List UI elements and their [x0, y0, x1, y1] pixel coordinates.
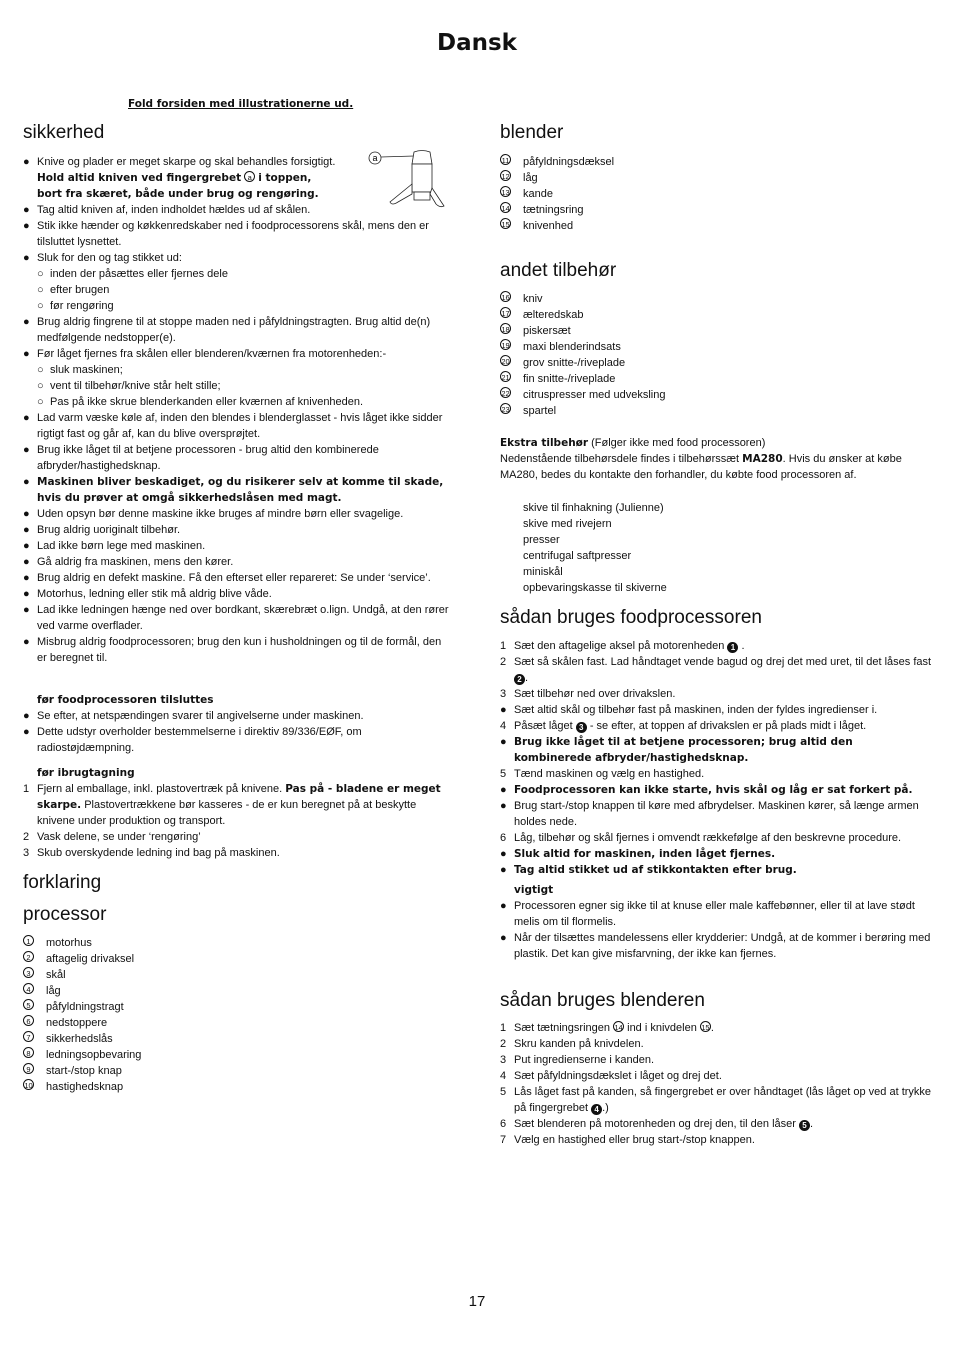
safety-bc2: Dette udstyr overholder bestemmelserne i direktiv 89/336/EØF, om radiostøjdæmpning.	[37, 726, 362, 754]
explanation-items-7-label: ledningsopbevaring	[46, 1049, 142, 1061]
other-items-7-label: spartel	[523, 405, 557, 417]
text-segment	[23, 570, 453, 586]
explanation-items-5-num: 6	[23, 1015, 34, 1026]
use-processor-steps	[500, 638, 932, 962]
figure-refs-2: 3	[576, 722, 587, 733]
text-segment	[23, 708, 453, 724]
safety-b10: Brug aldrig uoriginalt tilbehør.	[37, 524, 181, 536]
text-segment	[500, 548, 932, 564]
other-extra-items-0: skive til finhakning (Julienne)	[523, 502, 664, 514]
blender-items-0-num: 11	[501, 156, 510, 165]
text-segment	[23, 282, 453, 298]
other-items-4-label: grov snitte-/riveplade	[523, 357, 626, 369]
use-blender-steps	[500, 1020, 932, 1148]
blender-list	[500, 154, 932, 234]
step-numbers-2: 3	[23, 847, 30, 859]
safety-b15: Lad ikke ledningen hænge ned over bordkant, skærebræt o.lign. Undgå, at den rører ved varme overflader.	[37, 604, 449, 632]
text-segment: ●	[500, 932, 507, 944]
explanation-items-6-num: 7	[23, 1031, 34, 1042]
text-segment	[23, 120, 453, 146]
other-items-6-label: citruspresser med udveksling	[523, 389, 666, 401]
page-number: 17	[468, 1293, 486, 1310]
other-extra-items-1: skive med rivejern	[523, 518, 612, 530]
explanation-items-7-num: 8	[23, 1047, 34, 1058]
text-segment: ○	[37, 268, 44, 280]
processor-heading: processor	[23, 904, 107, 925]
blender-heading: blender	[500, 122, 564, 143]
step-numbers-2: 3	[500, 1054, 507, 1066]
safety-b8: Maskinen bliver beskadiget, og du risikerer selv at komme til skade, hvis du prøver at omgå sikkerhedslåsen med magt.	[37, 476, 444, 504]
text-segment	[23, 474, 453, 506]
text-segment: ●	[23, 710, 30, 722]
text-segment: ●	[23, 348, 30, 360]
text-segment	[23, 362, 453, 378]
safety-b5-sub-2: Pas på ikke skrue blenderkanden eller kværnen af knivenheden.	[50, 396, 364, 408]
text-segment	[500, 580, 932, 596]
text-segment	[23, 186, 363, 202]
text-segment	[500, 154, 932, 170]
page-title: Dansk	[437, 30, 517, 56]
blender-items-4-num: 15	[701, 1023, 710, 1032]
safety-intro: Knive og plader er meget skarpe og skal behandles forsigtigt.	[37, 156, 336, 168]
text-segment	[23, 1015, 453, 1031]
other-items-4-num: 20	[501, 357, 510, 366]
text-segment	[23, 602, 453, 634]
safety-b9: Uden opsyn bør denne maskine ikke bruges af mindre børn eller svagelige.	[37, 508, 404, 520]
text-segment	[23, 1031, 453, 1047]
safety-b5-sub-1: vent til tilbehør/knive står helt stille;	[50, 380, 221, 392]
text-segment	[500, 1052, 932, 1068]
blender-items-1-label: låg	[523, 172, 538, 184]
text-segment	[23, 154, 363, 170]
text-segment	[500, 846, 932, 862]
safety-b5-sub-0: sluk maskinen;	[50, 364, 123, 376]
text-segment	[23, 314, 453, 346]
text-segment	[500, 202, 932, 218]
step-numbers-1: 2	[500, 1038, 507, 1050]
text-segment: ●	[23, 508, 30, 520]
text-segment	[500, 1020, 932, 1036]
other-items-1-label: ælteredskab	[523, 309, 584, 321]
text-segment	[500, 782, 932, 798]
other-items-7-num: 23	[501, 405, 510, 414]
other-accessories-heading: andet tilbehør	[500, 260, 617, 281]
other-extra-text2: . Hvis du ønsker at købe MA280, bedes du kontakte den forhandler, du købte food processoren af.	[500, 453, 902, 481]
text-segment	[500, 339, 932, 355]
text-segment	[23, 586, 453, 602]
processor-list	[23, 935, 453, 1095]
explanation-items-1-label: aftagelig drivaksel	[46, 953, 135, 965]
text-segment	[500, 930, 932, 962]
explanation-items-8-num: 9	[23, 1063, 34, 1074]
step-numbers-3: 4	[500, 1070, 507, 1082]
use-processor-s5c: Brug start-/stop knappen til køre med afbrydelser. Maskinen kører, så længe armen holdes nede.	[514, 800, 919, 828]
before-use-heading: før ibrugtagning	[37, 767, 135, 779]
text-segment	[500, 638, 932, 654]
text-segment	[23, 378, 453, 394]
safety-b12: Gå aldrig fra maskinen, mens den kører.	[37, 556, 234, 568]
other-items-6-num: 22	[501, 389, 510, 398]
text-segment	[500, 882, 932, 898]
text-segment: ●	[23, 588, 30, 600]
text-segment	[23, 218, 453, 250]
explanation-items-9-label: hastighedsknap	[46, 1081, 124, 1093]
safety-b6: Lad varm væske køle af, inden den blendes i blenderglasset - hvis låget ikke sidder rigtigt fast og går af, kan du blive oversprøjtet.	[37, 412, 443, 440]
callout-ref-a: a	[244, 171, 255, 182]
text-segment	[500, 654, 932, 686]
use-blender-s1b: ind i knivdelen	[627, 1022, 697, 1034]
explanation-items-8-label: start-/stop knap	[46, 1065, 122, 1077]
text-segment	[414, 192, 430, 200]
text-segment: ●	[23, 476, 30, 488]
extra-accessories-list	[500, 500, 932, 596]
fold-note: Fold forsiden med illustrationerne ud.	[128, 98, 354, 110]
use-processor-s4b: - se efter, at toppen af drivakslen er på plads midt i låget.	[589, 720, 867, 732]
explanation-items-9-num: 10	[24, 1081, 33, 1090]
text-segment	[500, 702, 932, 718]
text-segment	[500, 186, 932, 202]
text-segment	[23, 951, 453, 967]
step-numbers-4: 5	[500, 1086, 507, 1098]
use-processor-s5b: Foodprocessoren kan ikke starte, hvis skål og låg er sat forkert på.	[514, 784, 913, 796]
blender-items-1-num: 12	[501, 172, 510, 181]
text-segment	[390, 184, 412, 204]
text-segment: ●	[23, 204, 30, 216]
text-segment	[23, 902, 453, 928]
text-segment	[500, 516, 932, 532]
explanation-items-2-num: 3	[23, 967, 34, 978]
callout-letter: a	[372, 153, 378, 163]
text-segment: ●	[500, 900, 507, 912]
text-segment	[23, 202, 453, 666]
other-items-1-num: 17	[501, 309, 510, 318]
use-processor-s1: Sæt den aftagelige aksel på motorenheden	[514, 640, 725, 652]
text-segment: ●	[23, 556, 30, 568]
text-segment	[23, 202, 453, 218]
text-segment	[23, 554, 453, 570]
text-segment: ●	[23, 252, 30, 264]
text-segment	[23, 442, 453, 474]
text-segment	[500, 1132, 932, 1148]
explanation-items-4-num: 5	[23, 999, 34, 1010]
text-segment: Lås låget fast på kanden, så fingergrebet er over håndtaget (lås låget op ved at trykke på fingergrebet 4 .)	[514, 1086, 932, 1114]
safety-b7: Brug ikke låget til at betjene processoren - brug altid den kombinerede afbryder/hastighedsknap.	[37, 444, 379, 472]
text-segment	[500, 1116, 932, 1132]
text-segment: ○	[37, 364, 44, 376]
use-processor-i1: Processoren egner sig ikke til at knuse eller male kaffebønner, eller til at lave stødt melis om til flormelis.	[514, 900, 915, 928]
text-segment	[500, 862, 932, 878]
other-extra-items-5: opbevaringskasse til skiverne	[523, 582, 667, 594]
other-items-0-num: 16	[501, 293, 510, 302]
safety-heading: sikkerhed	[23, 122, 105, 143]
safety-b5: Før låget fjernes fra skålen eller blenderen/kværnen fra motorenheden:-	[37, 348, 387, 360]
text-segment	[500, 898, 932, 930]
text-segment	[23, 1047, 453, 1063]
text-segment: ●	[23, 220, 30, 232]
text-segment	[500, 387, 932, 403]
text-segment	[500, 1084, 932, 1116]
other-items-3-num: 19	[501, 341, 510, 350]
text-segment	[500, 1068, 932, 1084]
text-segment: ●	[23, 572, 30, 584]
text-segment	[23, 692, 453, 756]
text-segment: ●	[23, 316, 30, 328]
safety-bu1-b: Pas på - bladene er meget skarpe.	[37, 783, 441, 811]
safety-b16: Misbrug aldrig foodprocessoren; brug den kun i husholdningen og til de formål, den er beregnet til.	[37, 636, 442, 664]
other-extra-model: MA280	[742, 453, 783, 465]
explanation-items-3-num: 4	[23, 983, 34, 994]
safety-b3-sub-1: efter brugen	[50, 284, 110, 296]
use-processor-s6b: Sluk altid for maskinen, inden låget fjernes.	[514, 848, 776, 860]
other-items-5-num: 21	[501, 373, 510, 382]
use-processor-s3: Sæt tilbehør ned over drivakslen.	[514, 688, 676, 700]
text-segment	[500, 718, 932, 734]
text-segment	[23, 870, 453, 896]
use-blender-s7: Vælg en hastighed eller brug start-/stop knappen.	[514, 1134, 755, 1146]
text-segment: ●	[23, 726, 30, 738]
text-segment	[23, 298, 453, 314]
use-blender-heading: sådan bruges blenderen	[500, 990, 705, 1011]
text-segment: ○	[37, 380, 44, 392]
safety-bu1-c: Plastovertrækkene bør kasseres - de er kun beregnet på at beskytte knivene under produktion og transport.	[37, 799, 417, 827]
safety-intro-bold2: i toppen,	[258, 172, 312, 184]
text-segment: ●	[23, 636, 30, 648]
other-items-3-label: maxi blenderindsats	[523, 341, 621, 353]
text-segment: ●	[23, 524, 30, 536]
text-segment: Sæt så skålen fast. Lad håndtaget vende bagud og drej det med uret, til det låses fast 2 .	[514, 656, 932, 684]
step-numbers-0: 1	[23, 783, 30, 795]
safety-bu1-a: Fjern al emballage, inkl. plastovertræk på knivene.	[37, 783, 283, 795]
text-segment	[381, 156, 414, 157]
important-heading: vigtigt	[514, 884, 554, 896]
safety-b3: Sluk for den og tag stikket ud:	[37, 252, 182, 264]
text-segment	[23, 506, 453, 522]
text-segment	[500, 1036, 932, 1052]
other-extra-items-3: centrifugal saftpresser	[523, 550, 632, 562]
text-segment	[23, 250, 453, 266]
text-segment	[23, 170, 363, 186]
text-segment	[23, 781, 453, 829]
text-segment: ●	[23, 604, 30, 616]
text-segment	[23, 538, 453, 554]
use-blender-s2: Skru kanden på knivdelen.	[514, 1038, 644, 1050]
other-items-5-label: fin snitte-/riveplade	[523, 373, 616, 385]
explanation-items-0-num: 1	[23, 935, 34, 946]
other-extra-items-2: presser	[523, 534, 560, 546]
use-processor-s5: Tænd maskinen og vælg en hastighed.	[514, 768, 705, 780]
step-numbers-1: 2	[23, 831, 30, 843]
step-numbers-5: 6	[500, 1118, 507, 1130]
blender-items-3-label: tætningsring	[523, 204, 584, 216]
text-segment	[23, 781, 453, 829]
use-processor-s4c: Brug ikke låget til at betjene processoren; brug altid den kombinerede afbryder/hastighedsknap.	[514, 736, 853, 764]
use-processor-s4a: Påsæt låget	[514, 720, 573, 732]
step-numbers-2: 3	[500, 688, 507, 700]
text-segment	[23, 394, 453, 410]
step-numbers-5: 6	[500, 832, 507, 844]
other-items-2-label: piskersæt	[523, 325, 571, 337]
text-segment	[23, 724, 453, 756]
step-numbers-3: 4	[500, 720, 507, 732]
text-segment	[500, 686, 932, 702]
text-segment	[23, 935, 453, 951]
safety-bu2: Vask delene, se under ‘rengøring’	[37, 831, 201, 843]
text-segment: ●	[500, 848, 507, 860]
extra-accessories-paragraph	[500, 435, 932, 483]
figure-refs-1: 2	[514, 674, 525, 685]
blender-items-2-num: 13	[501, 188, 510, 197]
text-segment: ●	[500, 736, 507, 748]
use-blender-s5: Lås låget fast på kanden, så fingergrebet er over håndtaget (lås låget op ved at trykke på fingergrebet	[514, 1086, 932, 1114]
other-extra-bold: Ekstra tilbehør	[500, 437, 589, 449]
text-segment	[23, 845, 453, 861]
text-segment	[23, 170, 363, 186]
text-segment	[500, 605, 932, 631]
text-segment: ●	[500, 704, 507, 716]
use-processor-s6c: Tag altid stikket ud af stikkontakten efter brug.	[514, 864, 797, 876]
explanation-items-3-label: låg	[46, 985, 61, 997]
safety-b14: Motorhus, ledning eller stik må aldrig blive våde.	[37, 588, 272, 600]
text-segment	[500, 258, 932, 284]
text-segment	[23, 829, 453, 845]
text-segment	[500, 323, 932, 339]
step-numbers-6: 7	[500, 1134, 507, 1146]
text-segment	[500, 403, 932, 419]
step-numbers-0: 1	[500, 640, 507, 652]
safety-b11: Lad ikke børn lege med maskinen.	[37, 540, 206, 552]
before-connect-heading: før foodprocessoren tilsluttes	[37, 694, 214, 706]
safety-b2: Stik ikke hænder og køkkenredskaber ned i foodprocessorens skål, mens den er tilsluttet lysnettet.	[37, 220, 429, 248]
safety-intro-bold3: bort fra skæret, både under brug og rengøring.	[37, 188, 319, 200]
step-numbers-4: 5	[500, 768, 507, 780]
explanation-items-4-label: påfyldningstragt	[46, 1001, 124, 1013]
use-processor-s2: Sæt så skålen fast. Lad håndtaget vende bagud og drej det med uret, til det låses fast	[514, 656, 932, 668]
text-segment: ●	[500, 784, 507, 796]
safety-b3-sub-0: inden der påsættes eller fjernes dele	[50, 268, 228, 280]
other-accessories-list	[500, 291, 932, 419]
text-segment	[23, 1063, 453, 1079]
use-blender-s1a: Sæt tætningsringen	[514, 1022, 610, 1034]
text-segment	[500, 798, 932, 830]
safety-bc1: Se efter, at netspændingen svarer til angivelserne under maskinen.	[37, 710, 364, 722]
text-segment	[23, 765, 453, 861]
text-segment: ●	[23, 412, 30, 424]
safety-b4: Brug aldrig fingrene til at stoppe maden ned i påfyldningstragten. Brug altid de(n) medfølgende nedstopper(e).	[37, 316, 431, 344]
blender-items-4-label: knivenhed	[523, 220, 574, 232]
explanation-items-2-label: skål	[46, 969, 66, 981]
other-extra-items-4: miniskål	[523, 566, 563, 578]
safety-b13: Brug aldrig en defekt maskine. Få den efterset eller repareret: Se under ‘service’.	[37, 572, 431, 584]
blender-items-3-num: 14	[501, 204, 510, 213]
text-segment: ○	[37, 300, 44, 312]
blender-items-0-label: påfyldningsdæksel	[523, 156, 615, 168]
text-segment: ●	[23, 156, 30, 168]
explanation-items-6-label: sikkerhedslås	[46, 1033, 113, 1045]
text-segment	[500, 718, 932, 734]
text-segment: ●	[500, 800, 507, 812]
text-segment	[500, 766, 932, 782]
text-segment	[23, 522, 453, 538]
blender-items-4-num: 15	[501, 220, 510, 229]
text-segment	[500, 830, 932, 846]
text-segment	[500, 564, 932, 580]
text-segment: Sæt blenderen på motorenheden og drej den, til den låser 5 .	[514, 1118, 814, 1130]
explanation-heading: forklaring	[23, 872, 102, 893]
explanation-items-1-num: 2	[23, 951, 34, 962]
use-blender-s4: Sæt påfyldningsdækslet i låget og drej det.	[514, 1070, 722, 1082]
text-segment	[500, 500, 932, 516]
text-segment: ○	[37, 284, 44, 296]
other-items-2-num: 18	[501, 325, 510, 334]
safety-bu3: Skub overskydende ledning ind bag på maskinen.	[37, 847, 280, 859]
safety-b3-sub-2: før rengøring	[50, 300, 114, 312]
text-segment	[500, 218, 932, 234]
text-segment	[23, 346, 453, 362]
use-blender-s3: Put ingredienserne i kanden.	[514, 1054, 655, 1066]
text-segment	[23, 692, 453, 708]
text-segment	[23, 999, 453, 1015]
text-segment	[23, 634, 453, 666]
text-segment	[23, 1079, 453, 1095]
safety-b1: Tag altid kniven af, inden indholdet hældes ud af skålen.	[37, 204, 311, 216]
figure-refs-4: 5	[799, 1120, 810, 1131]
text-segment	[23, 410, 453, 442]
safety-intro-bold1: Hold altid kniven ved fingergrebet	[37, 172, 242, 184]
text-segment: Sæt tætningsringen 14 ind i knivdelen 15.	[514, 1022, 714, 1034]
text-segment	[412, 164, 432, 192]
other-extra-text1: Nedenstående tilbehørsdele findes i tilbehørssæt	[500, 453, 740, 465]
explanation-items-5-label: nedstoppere	[46, 1017, 108, 1029]
text-segment	[500, 307, 932, 323]
text-segment	[500, 291, 932, 307]
text-segment	[412, 151, 432, 165]
use-processor-i2: Når der tilsættes mandelessens eller krydderier: Undgå, at de kommer i berøring med plastik. Det kan give misfarvning, der ikke kan fjernes.	[514, 932, 931, 960]
text-segment	[500, 988, 932, 1014]
text-segment	[23, 967, 453, 983]
text-segment	[23, 983, 453, 999]
text-segment	[500, 120, 932, 146]
text-segment: ●	[500, 864, 507, 876]
use-processor-s6: Låg, tilbehør og skål fjernes i omvendt rækkefølge af den beskrevne procedure.	[514, 832, 902, 844]
use-processor-heading: sådan bruges foodprocessoren	[500, 607, 762, 628]
text-segment: ○	[37, 396, 44, 408]
blender-items-2-label: kande	[523, 188, 553, 200]
text-segment	[23, 154, 363, 202]
use-blender-s6: Sæt blenderen på motorenheden og drej den, til den låser	[514, 1118, 796, 1130]
text-segment: Sæt den aftagelige aksel på motorenheden 1 .	[514, 640, 745, 652]
step-numbers-1: 2	[500, 656, 507, 668]
figure-refs-3: 4	[591, 1104, 602, 1115]
text-segment	[500, 734, 932, 766]
text-segment	[23, 266, 453, 282]
text-segment	[500, 532, 932, 548]
text-segment	[500, 170, 932, 186]
blender-items-3-num: 14	[614, 1023, 623, 1032]
figure-refs-0: 1	[727, 642, 738, 653]
use-processor-s3b: Sæt altid skål og tilbehør fast på maskinen, inden der fyldes ingredienser i.	[514, 704, 878, 716]
text-segment	[23, 765, 453, 781]
step-numbers-0: 1	[500, 1022, 507, 1034]
text-segment	[500, 355, 932, 371]
text-segment	[500, 371, 932, 387]
explanation-items-0-label: motorhus	[46, 937, 92, 949]
text-segment: ●	[23, 540, 30, 552]
text-segment: ●	[23, 444, 30, 456]
other-items-0-label: kniv	[523, 293, 543, 305]
other-extra-paren: (Følger ikke med food processoren)	[591, 437, 766, 449]
